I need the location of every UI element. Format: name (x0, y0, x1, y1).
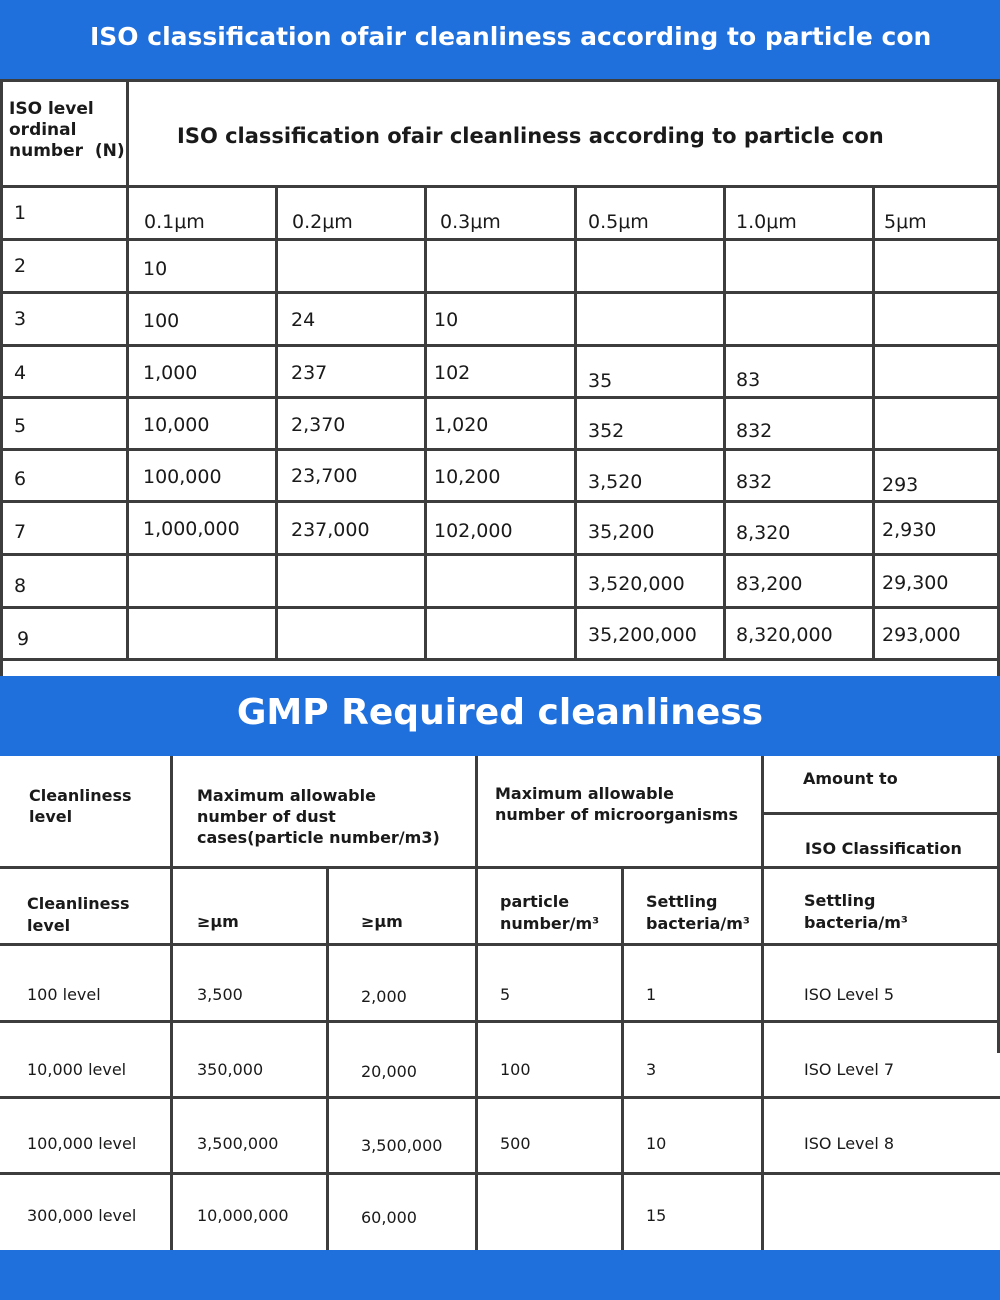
grid-line (0, 553, 1000, 556)
grid-line (0, 185, 1000, 188)
header-line: bacteria/m³ (804, 913, 908, 932)
table-cell: 1 (646, 985, 657, 1004)
header-line: cases(particle number/m3) (197, 828, 440, 847)
header-line: level (27, 916, 71, 935)
table-cell: 10 (434, 309, 459, 331)
header-line: Settling (646, 892, 718, 911)
grid-line (0, 866, 1000, 869)
table-cell: 10,200 (434, 466, 501, 488)
gmp-banner (0, 676, 1000, 756)
gmp-subheader-um-1: ≥μm (197, 912, 239, 931)
gmp-subheader-um-2: ≥μm (361, 912, 403, 931)
gmp-header-amount-to: Amount to (803, 769, 898, 788)
table-cell: 350,000 (197, 1060, 264, 1079)
table-cell: 293 (882, 474, 919, 496)
header-line: ISO level (9, 99, 94, 119)
table-cell: 20,000 (361, 1062, 417, 1081)
grid-line (0, 79, 1000, 82)
table-cell: 832 (736, 420, 773, 442)
table-cell: 8,320 (736, 522, 791, 544)
top-banner (0, 0, 1000, 80)
table-cell: 15 (646, 1206, 667, 1225)
grid-line (475, 756, 478, 1250)
table-cell: 0.2μm (292, 211, 353, 233)
table-cell: 35 (588, 370, 613, 392)
grid-line (0, 396, 1000, 399)
table-cell: 3 (646, 1060, 657, 1079)
header-line: bacteria/m³ (646, 914, 750, 933)
grid-line (0, 606, 1000, 609)
table-cell: 1,020 (434, 414, 489, 436)
table-cell: 6 (14, 468, 27, 490)
grid-line (0, 238, 1000, 241)
table-cell: 2,000 (361, 987, 407, 1006)
top-banner-title: ISO classification ofair cleanliness according to particle con (90, 22, 932, 51)
table-cell: 3,500 (197, 985, 243, 1004)
grid-line (574, 185, 577, 661)
table-cell: 237,000 (291, 519, 370, 541)
grid-line (0, 1172, 1000, 1175)
grid-line (0, 1096, 1000, 1099)
table-cell: ISO Level 8 (804, 1134, 895, 1153)
grid-line (326, 866, 329, 1250)
table-cell: 10 (646, 1134, 667, 1153)
gmp-banner-title: GMP Required cleanliness (236, 692, 764, 733)
grid-line (126, 79, 129, 661)
grid-line (424, 185, 427, 661)
grid-line (0, 943, 1000, 946)
grid-line (0, 79, 3, 676)
header-line: particle (500, 892, 570, 911)
table-cell: 10,000 (143, 414, 210, 436)
grid-line (872, 185, 875, 661)
table-cell: 35,200,000 (588, 624, 697, 646)
table-cell: 24 (291, 309, 316, 331)
table-cell: 0.5μm (588, 211, 649, 233)
table-cell: 100 (143, 310, 180, 332)
table-cell: 3,520 (588, 471, 643, 493)
table-cell: 102 (434, 362, 471, 384)
table-cell: 3,500,000 (197, 1134, 279, 1153)
table-cell: 293,000 (882, 624, 961, 646)
table-cell: 5 (500, 985, 511, 1004)
table-cell: 1 (14, 202, 27, 224)
table-cell: 83 (736, 369, 761, 391)
grid-line (0, 448, 1000, 451)
table-cell: 102,000 (434, 520, 513, 542)
table-cell: 10,000 level (27, 1060, 127, 1079)
grid-line (0, 500, 1000, 503)
table-cell: 100 level (27, 985, 101, 1004)
table-cell: 1.0μm (736, 211, 797, 233)
table-cell: 1,000 (143, 362, 198, 384)
table-cell: 0.3μm (440, 211, 501, 233)
table-cell: 5μm (884, 211, 927, 233)
table-cell: 23,700 (291, 465, 358, 487)
table-cell: 10 (143, 258, 168, 280)
table-cell: 3 (14, 308, 27, 330)
table-cell: 29,300 (882, 572, 949, 594)
table-cell: 4 (14, 362, 27, 384)
table-cell: 5 (14, 415, 27, 437)
header-line: number/m³ (500, 914, 600, 933)
header-line: Settling (804, 891, 876, 910)
table-cell: 35,200 (588, 521, 655, 543)
table-cell: 100,000 level (27, 1134, 137, 1153)
table-cell: 352 (588, 420, 625, 442)
table-cell: 10,000,000 (197, 1206, 289, 1225)
grid-line (0, 291, 1000, 294)
grid-line (0, 344, 1000, 347)
grid-line (0, 658, 1000, 661)
grid-line (170, 756, 173, 1250)
header-line: Maximum allowable (495, 784, 674, 803)
bottom-banner (0, 1250, 1000, 1300)
grid-line (275, 185, 278, 661)
grid-line (761, 756, 764, 1250)
table-cell: 8,320,000 (736, 624, 833, 646)
table-cell: 2,370 (291, 414, 346, 436)
table-cell: 7 (14, 521, 27, 543)
table-cell: 832 (736, 471, 773, 493)
header-line: number of dust (197, 807, 336, 826)
grid-line (762, 812, 1000, 815)
table-cell: 2,930 (882, 519, 937, 541)
iso-header-title: ISO classification ofair cleanliness according to particle con (177, 124, 884, 148)
header-line: Maximum allowable (197, 786, 376, 805)
table-cell: 237 (291, 362, 328, 384)
header-line: Cleanliness (29, 786, 132, 805)
table-cell: 3,500,000 (361, 1136, 443, 1155)
header-line: number of microorganisms (495, 805, 738, 824)
table-cell: 100,000 (143, 466, 222, 488)
header-line: number (N) (9, 141, 125, 161)
grid-line (723, 185, 726, 661)
table-cell: 83,200 (736, 573, 803, 595)
header-line: ordinal (9, 120, 77, 140)
table-cell: 100 (500, 1060, 531, 1079)
table-cell: 60,000 (361, 1208, 417, 1227)
table-cell: ISO Level 5 (804, 985, 895, 1004)
gmp-header-iso-classification: ISO Classification (805, 839, 962, 858)
grid-line (621, 866, 624, 1250)
grid-line (0, 1020, 1000, 1023)
table-cell: 9 (17, 628, 30, 650)
table-cell: 300,000 level (27, 1206, 137, 1225)
table-cell: 1,000,000 (143, 518, 240, 540)
table-cell: ISO Level 7 (804, 1060, 895, 1079)
table-cell: 2 (14, 255, 27, 277)
header-line: Cleanliness (27, 894, 130, 913)
table-cell: 500 (500, 1134, 531, 1153)
header-line: level (29, 807, 73, 826)
table-cell: 0.1μm (144, 211, 205, 233)
table-cell: 8 (14, 575, 27, 597)
table-cell: 3,520,000 (588, 573, 685, 595)
